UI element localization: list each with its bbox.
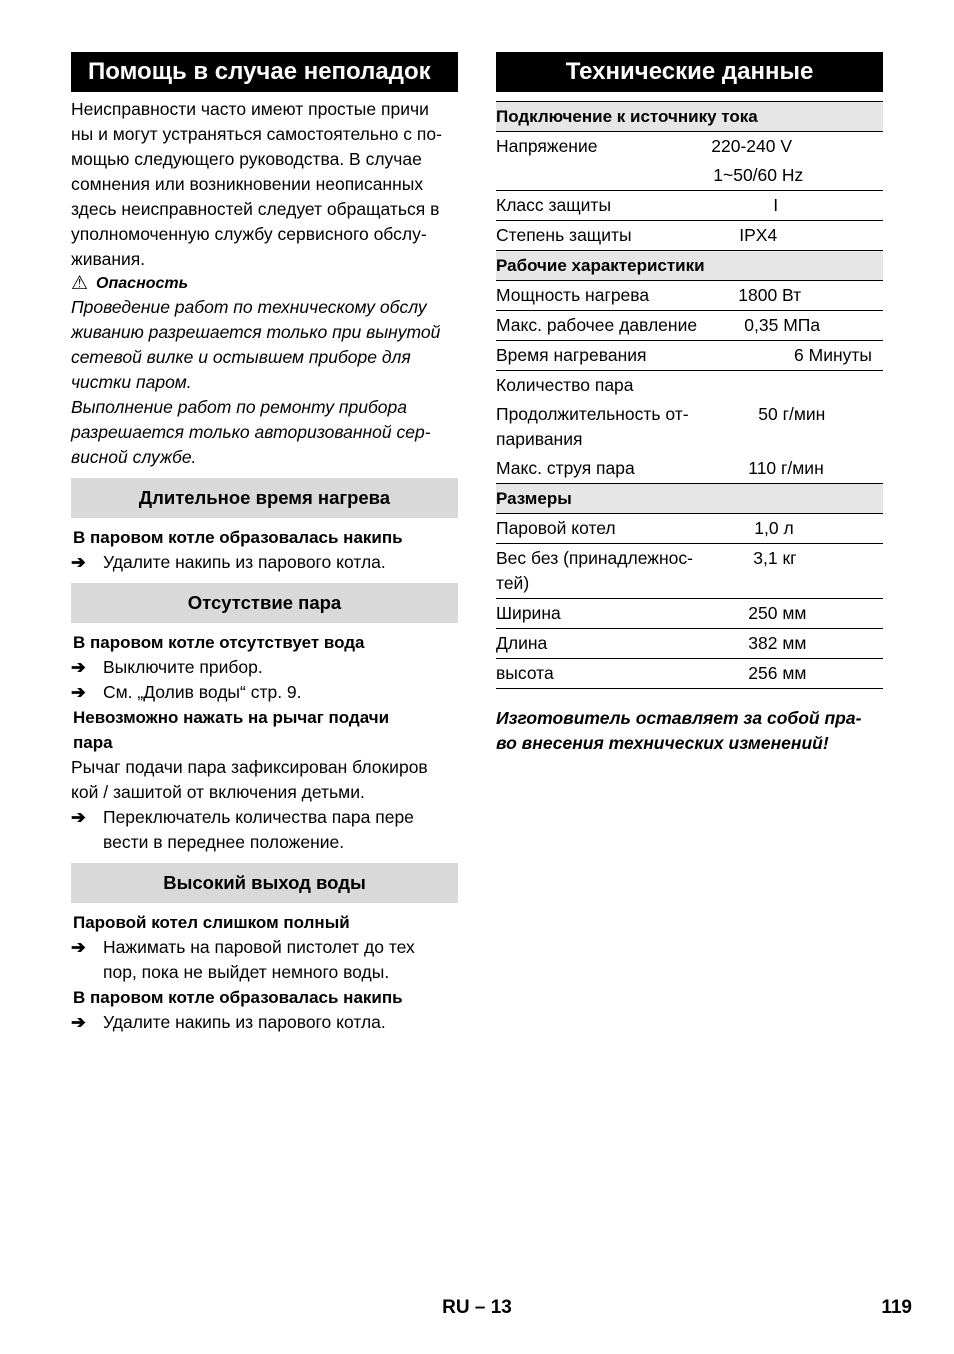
remedy-line: пор, пока не выйдет немного воды.: [103, 962, 390, 982]
param-label-line: паривания: [496, 429, 583, 449]
table-row: [496, 514, 883, 544]
note-line: Изготовитель оставляет за собой пра-: [496, 708, 862, 728]
intro-line: здесь неисправностей следует обращаться в: [71, 199, 440, 219]
arrow-right-icon: ➔: [71, 552, 86, 572]
param-label: [496, 132, 699, 162]
remedy-text: [103, 805, 414, 855]
remedy-step: [71, 805, 458, 855]
param-label: [496, 629, 699, 659]
param-label-line: Продолжительность от-: [496, 404, 689, 424]
arrow-right-icon: ➔: [71, 807, 86, 827]
table-group-header: [496, 484, 883, 514]
param-label-line: Паровой котел: [496, 518, 616, 538]
remedy-line: Выключите прибор.: [103, 657, 263, 677]
remedy-step: [71, 550, 458, 575]
group-label: Подключение к источнику тока: [496, 102, 883, 132]
param-label: [496, 400, 699, 454]
param-label: [496, 514, 699, 544]
arrow-right-icon: ➔: [71, 682, 86, 702]
troubleshooting-sections: [71, 478, 458, 1035]
param-value: [699, 371, 883, 401]
param-value: 250 мм: [699, 599, 883, 629]
table-row: [496, 132, 883, 162]
problem-title: В паровом котле образовалась накипь: [73, 528, 403, 547]
param-label: [496, 311, 699, 341]
danger-line: висной службе.: [71, 447, 197, 467]
table-group-header: [496, 251, 883, 281]
page-number: 119: [881, 1297, 912, 1318]
remedy-text: [103, 655, 263, 680]
intro-line: мощью следующего руководства. В случае: [71, 149, 422, 169]
remedy-line: Переключатель количества пара пере: [103, 807, 414, 827]
param-value: 1~50/60 Hz: [699, 161, 883, 191]
param-value: 1800 Вт: [699, 281, 883, 311]
arrow-right-icon: ➔: [71, 937, 86, 957]
param-label-line: Степень защиты: [496, 225, 632, 245]
table-row: [496, 191, 883, 221]
problem-cause: Рычаг подачи пара зафиксирован блокиров: [71, 757, 428, 777]
manufacturer-note: [496, 706, 883, 756]
param-label-line: Напряжение: [496, 136, 598, 156]
param-label-line: Количество пара: [496, 375, 634, 395]
param-label: [496, 161, 699, 191]
param-label: [496, 341, 699, 371]
intro-text: [71, 97, 458, 272]
table-row: [496, 221, 883, 251]
param-label: [496, 599, 699, 629]
note-line: во внесения технических изменений!: [496, 733, 829, 753]
arrow-right-icon: ➔: [71, 1012, 86, 1032]
table-row: [496, 341, 883, 371]
troubleshooting-column: [71, 52, 458, 1035]
param-label-line: Класс защиты: [496, 195, 612, 215]
danger-text: [71, 295, 458, 470]
remedy-line: вести в переднее положение.: [103, 832, 345, 852]
danger-label: Опасность: [96, 274, 189, 292]
param-label-line: Вес без (принадлежнос-: [496, 548, 693, 568]
param-label: [496, 281, 699, 311]
param-label-line: Ширина: [496, 603, 561, 623]
remedy-step: [71, 655, 458, 680]
param-label: [496, 371, 699, 401]
warning-triangle-icon: ⚠: [71, 273, 89, 294]
param-value: 6 Минуты: [699, 341, 883, 371]
table-row: [496, 371, 883, 401]
section-header: Высокий выход воды: [71, 863, 458, 903]
remedy-text: [103, 680, 302, 705]
danger-line: чистки паром.: [71, 372, 192, 392]
tech-data-title: Технические данные: [496, 52, 883, 92]
problem-title: Невозможно нажать на рычаг подачи: [73, 708, 390, 727]
param-label: [496, 221, 699, 251]
remedy-text: [103, 935, 415, 985]
param-label: [496, 454, 699, 484]
intro-line: Неисправности часто имеют простые причи: [71, 99, 429, 119]
param-value: IPX4: [699, 221, 883, 251]
param-value: 50 г/мин: [758, 404, 826, 424]
problem-title: В паровом котле образовалась накипь: [73, 988, 403, 1007]
param-label: [496, 544, 699, 599]
group-label: Размеры: [496, 484, 883, 514]
intro-line: уполномоченную службу сервисного обслу-: [71, 224, 427, 244]
danger-line: Проведение работ по техническому обслу: [71, 297, 427, 317]
remedy-line: Удалите накипь из парового котла.: [103, 1012, 386, 1032]
intro-line: живания.: [71, 249, 146, 269]
param-label: [496, 659, 699, 689]
intro-line: ны и могут устраняться самостоятельно с по-: [71, 124, 442, 144]
table-row: [496, 311, 883, 341]
param-label-line: [496, 163, 699, 188]
remedy-text: [103, 550, 386, 575]
remedy-line: Удалите накипь из парового котла.: [103, 552, 386, 572]
problem-title: Паровой котел слишком полный: [73, 913, 350, 932]
param-value: 220-240 V: [711, 136, 793, 156]
intro-line: сомнения или возникновении неописанных: [71, 174, 424, 194]
section-header: Отсутствие пара: [71, 583, 458, 623]
param-label-line: тей): [496, 573, 530, 593]
param-value: 1,0 л: [699, 514, 883, 544]
param-value: 3,1 кг: [699, 544, 883, 599]
footer-section-label: RU – 13: [442, 1297, 512, 1318]
danger-heading: [71, 272, 458, 295]
problem-title: В паровом котле отсутствует вода: [73, 633, 365, 652]
remedy-step: [71, 1010, 458, 1035]
remedy-step: [71, 935, 458, 985]
tech-data-table: [496, 101, 883, 689]
remedy-line: См. „Долив воды“ стр. 9.: [103, 682, 302, 702]
table-row: [496, 599, 883, 629]
danger-line: Выполнение работ по ремонту прибора: [71, 397, 407, 417]
param-label-line: высота: [496, 663, 554, 683]
param-value: 0,35 МПа: [699, 311, 883, 341]
table-row: [496, 659, 883, 689]
remedy-step: [71, 680, 458, 705]
param-value: I: [699, 191, 883, 221]
param-label-line: Мощность нагрева: [496, 285, 650, 305]
table-row: [496, 161, 883, 191]
param-value: 256 мм: [699, 659, 883, 689]
param-label: [496, 191, 699, 221]
table-row: [496, 281, 883, 311]
param-value: 382 мм: [699, 629, 883, 659]
group-label: Рабочие характеристики: [496, 251, 883, 281]
problem-cause: кой / зашитой от включения детьми.: [71, 782, 365, 802]
troubleshooting-title: Помощь в случае неполадок: [71, 52, 458, 92]
section-header: Длительное время нагрева: [71, 478, 458, 518]
param-label-line: Макс. струя пара: [496, 458, 635, 478]
table-row: [496, 454, 883, 484]
param-label-line: Макс. рабочее давление: [496, 315, 698, 335]
arrow-right-icon: ➔: [71, 657, 86, 677]
param-label-line: Длина: [496, 633, 548, 653]
table-row: [496, 629, 883, 659]
table-row: [496, 400, 883, 454]
problem-title: пара: [73, 733, 113, 752]
remedy-text: [103, 1010, 386, 1035]
param-label-line: Время нагревания: [496, 345, 647, 365]
tech-data-column: [496, 52, 883, 756]
danger-line: разрешается только авторизованной сер-: [71, 422, 431, 442]
danger-line: живанию разрешается только при вынутой: [71, 322, 441, 342]
table-group-header: [496, 102, 883, 132]
param-value: 110 г/мин: [699, 454, 883, 484]
danger-line: сетевой вилке и остывшем приборе для: [71, 347, 411, 367]
table-row: [496, 544, 883, 599]
remedy-line: Нажимать на паровой пистолет до тех: [103, 937, 415, 957]
